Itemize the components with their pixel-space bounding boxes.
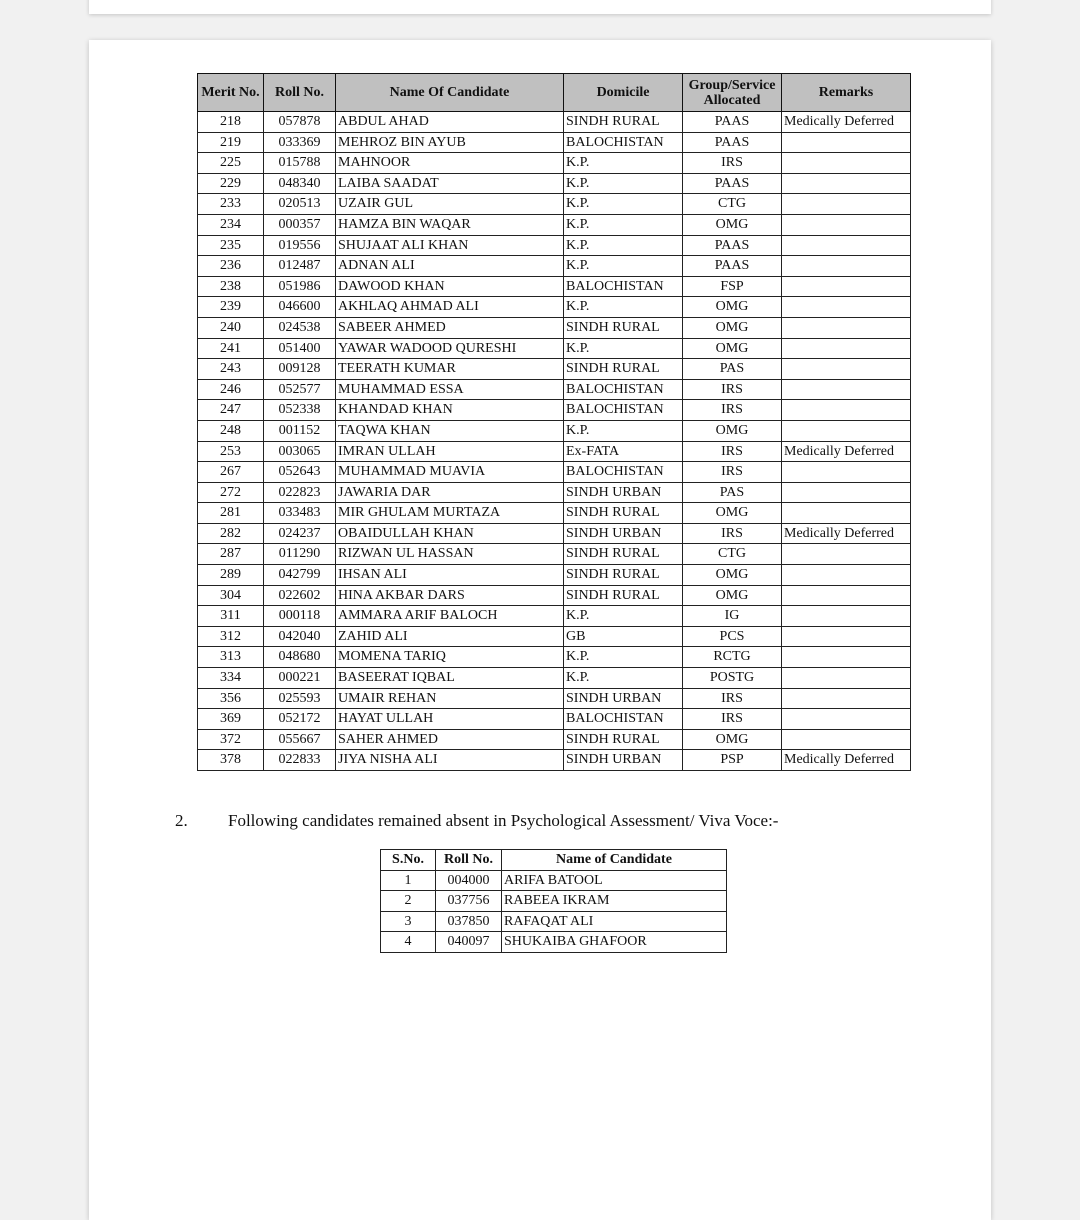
merit-no-cell: 225 [198, 153, 264, 174]
table-row [198, 523, 911, 544]
sno-cell: 2 [381, 891, 436, 912]
domicile-cell: K.P. [564, 606, 683, 627]
table-row [198, 153, 911, 174]
merit-no-cell: 239 [198, 297, 264, 318]
merit-no-cell: 356 [198, 688, 264, 709]
roll-no-cell: 052577 [264, 379, 336, 400]
roll-no-cell: 024538 [264, 317, 336, 338]
merit-no-cell: 304 [198, 585, 264, 606]
candidate-name-cell: TAQWA KHAN [336, 420, 564, 441]
remarks-cell [782, 647, 911, 668]
table-row [198, 750, 911, 771]
candidate-name-cell: MIR GHULAM MURTAZA [336, 503, 564, 524]
domicile-cell: BALOCHISTAN [564, 400, 683, 421]
merit-no-cell: 289 [198, 565, 264, 586]
table-row [198, 647, 911, 668]
domicile-cell: SINDH RURAL [564, 585, 683, 606]
group-service-cell: OMG [683, 297, 782, 318]
domicile-cell: SINDH RURAL [564, 503, 683, 524]
table-row [198, 235, 911, 256]
group-service-cell: RCTG [683, 647, 782, 668]
merit-no-cell: 243 [198, 359, 264, 380]
candidate-name-cell: UZAIR GUL [336, 194, 564, 215]
merit-no-cell: 238 [198, 276, 264, 297]
remarks-cell [782, 379, 911, 400]
header-name: Name of Candidate [502, 850, 727, 871]
remarks-cell [782, 606, 911, 627]
merit-no-cell: 235 [198, 235, 264, 256]
roll-no-cell: 042799 [264, 565, 336, 586]
merit-no-cell: 313 [198, 647, 264, 668]
table-row [198, 709, 911, 730]
candidate-name-cell: YAWAR WADOOD QURESHI [336, 338, 564, 359]
candidate-name-cell: RAFAQAT ALI [502, 911, 727, 932]
table-row [198, 626, 911, 647]
sno-cell: 1 [381, 870, 436, 891]
merit-no-cell: 219 [198, 132, 264, 153]
remarks-cell [782, 338, 911, 359]
table-row [198, 441, 911, 462]
merit-no-cell: 233 [198, 194, 264, 215]
domicile-cell: SINDH RURAL [564, 359, 683, 380]
remarks-cell: Medically Deferred [782, 112, 911, 133]
roll-no-cell: 015788 [264, 153, 336, 174]
table-row [198, 482, 911, 503]
header-remarks: Remarks [782, 74, 911, 112]
group-service-cell: IRS [683, 379, 782, 400]
merit-no-cell: 334 [198, 668, 264, 689]
document-page [89, 40, 991, 1220]
roll-no-cell: 057878 [264, 112, 336, 133]
header-sno: S.No. [381, 850, 436, 871]
domicile-cell: K.P. [564, 173, 683, 194]
candidate-name-cell: MEHROZ BIN AYUB [336, 132, 564, 153]
remarks-cell [782, 317, 911, 338]
roll-no-cell: 011290 [264, 544, 336, 565]
roll-no-cell: 042040 [264, 626, 336, 647]
table-row [198, 544, 911, 565]
roll-no-cell: 051986 [264, 276, 336, 297]
candidate-name-cell: LAIBA SAADAT [336, 173, 564, 194]
group-service-cell: IRS [683, 688, 782, 709]
table-row [198, 400, 911, 421]
candidate-name-cell: KHANDAD KHAN [336, 400, 564, 421]
remarks-cell: Medically Deferred [782, 441, 911, 462]
candidate-name-cell: BASEERAT IQBAL [336, 668, 564, 689]
domicile-cell: K.P. [564, 194, 683, 215]
remarks-cell [782, 688, 911, 709]
merit-table-header [198, 74, 911, 112]
table-row [198, 112, 911, 133]
remarks-cell [782, 276, 911, 297]
roll-no-cell: 055667 [264, 729, 336, 750]
remarks-cell [782, 173, 911, 194]
candidate-name-cell: ZAHID ALI [336, 626, 564, 647]
remarks-cell [782, 214, 911, 235]
table-row [198, 194, 911, 215]
domicile-cell: SINDH RURAL [564, 112, 683, 133]
candidate-name-cell: JAWARIA DAR [336, 482, 564, 503]
candidate-name-cell: SHUKAIBA GHAFOOR [502, 932, 727, 953]
remarks-cell [782, 153, 911, 174]
group-service-cell: IRS [683, 462, 782, 483]
table-row [198, 132, 911, 153]
remarks-cell [782, 297, 911, 318]
paragraph-number: 2. [175, 811, 188, 830]
group-service-cell: POSTG [683, 668, 782, 689]
merit-no-cell: 272 [198, 482, 264, 503]
table-row [198, 317, 911, 338]
group-service-cell: PSP [683, 750, 782, 771]
roll-no-cell: 051400 [264, 338, 336, 359]
candidate-name-cell: OBAIDULLAH KHAN [336, 523, 564, 544]
table-row [198, 276, 911, 297]
roll-no-cell: 003065 [264, 441, 336, 462]
table-row [198, 585, 911, 606]
group-service-cell: CTG [683, 194, 782, 215]
paragraph-2 [175, 811, 778, 831]
group-service-cell: IRS [683, 153, 782, 174]
merit-no-cell: 267 [198, 462, 264, 483]
roll-no-cell: 022833 [264, 750, 336, 771]
remarks-cell [782, 503, 911, 524]
paragraph-text: Following candidates remained absent in Psychological Assessment/ Viva Voce:- [228, 811, 779, 830]
domicile-cell: SINDH URBAN [564, 688, 683, 709]
candidate-name-cell: SHUJAAT ALI KHAN [336, 235, 564, 256]
group-service-cell: PCS [683, 626, 782, 647]
merit-no-cell: 287 [198, 544, 264, 565]
candidate-name-cell: AKHLAQ AHMAD ALI [336, 297, 564, 318]
remarks-cell [782, 420, 911, 441]
roll-no-cell: 046600 [264, 297, 336, 318]
table-row [198, 173, 911, 194]
roll-no-cell: 022823 [264, 482, 336, 503]
merit-table-body [198, 112, 911, 771]
group-service-cell: OMG [683, 214, 782, 235]
candidate-name-cell: MUHAMMAD MUAVIA [336, 462, 564, 483]
group-service-cell: OMG [683, 503, 782, 524]
roll-no-cell: 020513 [264, 194, 336, 215]
group-service-cell: IRS [683, 400, 782, 421]
table-row [198, 359, 911, 380]
domicile-cell: SINDH URBAN [564, 482, 683, 503]
roll-no-cell: 040097 [436, 932, 502, 953]
table-row [198, 606, 911, 627]
remarks-cell [782, 585, 911, 606]
sno-cell: 3 [381, 911, 436, 932]
candidate-name-cell: IMRAN ULLAH [336, 441, 564, 462]
candidate-name-cell: RIZWAN UL HASSAN [336, 544, 564, 565]
remarks-cell [782, 359, 911, 380]
table-row [198, 420, 911, 441]
candidate-name-cell: ARIFA BATOOL [502, 870, 727, 891]
candidate-name-cell: AMMARA ARIF BALOCH [336, 606, 564, 627]
merit-list-table [197, 73, 911, 771]
merit-no-cell: 218 [198, 112, 264, 133]
roll-no-cell: 052338 [264, 400, 336, 421]
roll-no-cell: 001152 [264, 420, 336, 441]
group-service-cell: PAAS [683, 112, 782, 133]
remarks-cell [782, 400, 911, 421]
absent-candidates-table [380, 849, 727, 953]
remarks-cell [782, 729, 911, 750]
remarks-cell: Medically Deferred [782, 750, 911, 771]
roll-no-cell: 048340 [264, 173, 336, 194]
merit-no-cell: 378 [198, 750, 264, 771]
merit-no-cell: 369 [198, 709, 264, 730]
merit-no-cell: 240 [198, 317, 264, 338]
table-row [198, 214, 911, 235]
domicile-cell: BALOCHISTAN [564, 132, 683, 153]
roll-no-cell: 052643 [264, 462, 336, 483]
domicile-cell: SINDH RURAL [564, 729, 683, 750]
header-roll-no: Roll No. [436, 850, 502, 871]
roll-no-cell: 000221 [264, 668, 336, 689]
merit-no-cell: 241 [198, 338, 264, 359]
domicile-cell: SINDH RURAL [564, 317, 683, 338]
roll-no-cell: 037756 [436, 891, 502, 912]
table-row [198, 338, 911, 359]
roll-no-cell: 033483 [264, 503, 336, 524]
candidate-name-cell: DAWOOD KHAN [336, 276, 564, 297]
roll-no-cell: 037850 [436, 911, 502, 932]
table-row [198, 729, 911, 750]
roll-no-cell: 022602 [264, 585, 336, 606]
previous-page-edge [89, 0, 991, 14]
domicile-cell: K.P. [564, 420, 683, 441]
roll-no-cell: 019556 [264, 235, 336, 256]
roll-no-cell: 000357 [264, 214, 336, 235]
domicile-cell: BALOCHISTAN [564, 276, 683, 297]
header-merit-no: Merit No. [198, 74, 264, 112]
domicile-cell: SINDH URBAN [564, 750, 683, 771]
merit-no-cell: 229 [198, 173, 264, 194]
group-service-cell: PAAS [683, 173, 782, 194]
merit-no-cell: 234 [198, 214, 264, 235]
domicile-cell: SINDH URBAN [564, 523, 683, 544]
candidate-name-cell: MAHNOOR [336, 153, 564, 174]
candidate-name-cell: IHSAN ALI [336, 565, 564, 586]
header-group-service: Group/Service Allocated [683, 74, 782, 112]
group-service-cell: PAAS [683, 235, 782, 256]
roll-no-cell: 033369 [264, 132, 336, 153]
roll-no-cell: 012487 [264, 256, 336, 277]
candidate-name-cell: ABDUL AHAD [336, 112, 564, 133]
remarks-cell [782, 235, 911, 256]
group-service-cell: IRS [683, 709, 782, 730]
domicile-cell: K.P. [564, 297, 683, 318]
group-service-cell: IRS [683, 523, 782, 544]
group-service-cell: OMG [683, 317, 782, 338]
group-service-cell: PAS [683, 359, 782, 380]
group-service-cell: OMG [683, 565, 782, 586]
roll-no-cell: 052172 [264, 709, 336, 730]
group-service-cell: OMG [683, 729, 782, 750]
table-row [198, 503, 911, 524]
remarks-cell [782, 132, 911, 153]
table-row [381, 911, 727, 932]
header-name: Name Of Candidate [336, 74, 564, 112]
remarks-cell [782, 709, 911, 730]
merit-no-cell: 248 [198, 420, 264, 441]
domicile-cell: K.P. [564, 214, 683, 235]
table-row [198, 256, 911, 277]
roll-no-cell: 025593 [264, 688, 336, 709]
roll-no-cell: 024237 [264, 523, 336, 544]
table-row [198, 668, 911, 689]
merit-no-cell: 247 [198, 400, 264, 421]
roll-no-cell: 000118 [264, 606, 336, 627]
table-row [198, 688, 911, 709]
roll-no-cell: 009128 [264, 359, 336, 380]
group-service-cell: PAAS [683, 256, 782, 277]
table-row [198, 297, 911, 318]
candidate-name-cell: MUHAMMAD ESSA [336, 379, 564, 400]
header-roll-no: Roll No. [264, 74, 336, 112]
roll-no-cell: 048680 [264, 647, 336, 668]
group-service-cell: IRS [683, 441, 782, 462]
merit-no-cell: 253 [198, 441, 264, 462]
domicile-cell: Ex-FATA [564, 441, 683, 462]
candidate-name-cell: UMAIR REHAN [336, 688, 564, 709]
domicile-cell: K.P. [564, 256, 683, 277]
group-service-cell: CTG [683, 544, 782, 565]
domicile-cell: K.P. [564, 668, 683, 689]
domicile-cell: GB [564, 626, 683, 647]
candidate-name-cell: HINA AKBAR DARS [336, 585, 564, 606]
domicile-cell: BALOCHISTAN [564, 709, 683, 730]
candidate-name-cell: RABEEA IKRAM [502, 891, 727, 912]
group-service-cell: PAAS [683, 132, 782, 153]
merit-no-cell: 281 [198, 503, 264, 524]
absent-table-header [381, 850, 727, 871]
remarks-cell [782, 565, 911, 586]
sno-cell: 4 [381, 932, 436, 953]
remarks-cell [782, 544, 911, 565]
domicile-cell: K.P. [564, 338, 683, 359]
remarks-cell [782, 668, 911, 689]
merit-no-cell: 311 [198, 606, 264, 627]
merit-no-cell: 282 [198, 523, 264, 544]
table-row [198, 379, 911, 400]
domicile-cell: K.P. [564, 647, 683, 668]
domicile-cell: K.P. [564, 235, 683, 256]
group-service-cell: FSP [683, 276, 782, 297]
candidate-name-cell: HAMZA BIN WAQAR [336, 214, 564, 235]
remarks-cell [782, 482, 911, 503]
candidate-name-cell: MOMENA TARIQ [336, 647, 564, 668]
merit-no-cell: 312 [198, 626, 264, 647]
absent-table-body [381, 870, 727, 952]
domicile-cell: BALOCHISTAN [564, 379, 683, 400]
table-row [381, 891, 727, 912]
candidate-name-cell: ADNAN ALI [336, 256, 564, 277]
header-domicile: Domicile [564, 74, 683, 112]
remarks-cell [782, 462, 911, 483]
domicile-cell: BALOCHISTAN [564, 462, 683, 483]
candidate-name-cell: SABEER AHMED [336, 317, 564, 338]
remarks-cell [782, 256, 911, 277]
domicile-cell: K.P. [564, 153, 683, 174]
merit-no-cell: 372 [198, 729, 264, 750]
candidate-name-cell: TEERATH KUMAR [336, 359, 564, 380]
group-service-cell: PAS [683, 482, 782, 503]
group-service-cell: OMG [683, 420, 782, 441]
merit-no-cell: 236 [198, 256, 264, 277]
group-service-cell: OMG [683, 338, 782, 359]
table-row [381, 870, 727, 891]
table-row [381, 932, 727, 953]
table-row [198, 565, 911, 586]
roll-no-cell: 004000 [436, 870, 502, 891]
candidate-name-cell: SAHER AHMED [336, 729, 564, 750]
domicile-cell: SINDH RURAL [564, 565, 683, 586]
group-service-cell: OMG [683, 585, 782, 606]
candidate-name-cell: JIYA NISHA ALI [336, 750, 564, 771]
merit-no-cell: 246 [198, 379, 264, 400]
remarks-cell [782, 626, 911, 647]
table-row [198, 462, 911, 483]
group-service-cell: IG [683, 606, 782, 627]
candidate-name-cell: HAYAT ULLAH [336, 709, 564, 730]
remarks-cell: Medically Deferred [782, 523, 911, 544]
domicile-cell: SINDH RURAL [564, 544, 683, 565]
remarks-cell [782, 194, 911, 215]
